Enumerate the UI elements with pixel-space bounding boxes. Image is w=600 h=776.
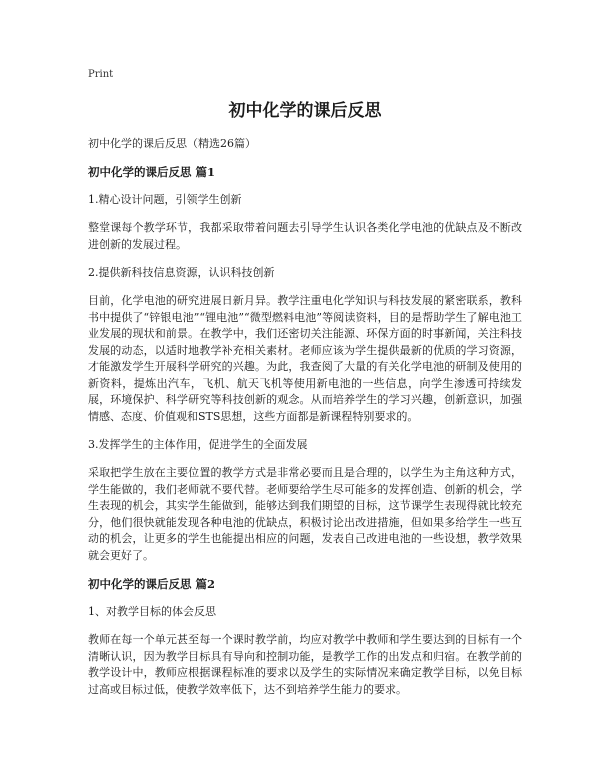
print-label[interactable]: Print: [88, 69, 114, 80]
section-2: [88, 576, 522, 698]
document-title: 初中化学的课后反思: [228, 101, 382, 121]
item-heading: 2.提供新科技信息资源，认识科技创新: [88, 266, 275, 279]
section-1: [88, 164, 522, 564]
paragraph: 教师在每一个单元甚至每一个课时教学前，均应对教学中教师和学生要达到的目标有一个清晰认识，因为教学目标具有导向和控制功能，是教学工作的出发点和归宿。在教学前的教学设计中，教师应根据课程标准的要求以及学生的实际情况来确定教学目标，以免目标过高或目标过低，使教学效率低下，达不到培养学生能力的要求。: [88, 633, 522, 696]
item-heading: 1、对教学目标的体会反思: [88, 605, 216, 618]
item-heading: 3.发挥学生的主体作用，促进学生的全面发展: [88, 438, 308, 451]
paragraph: 采取把学生放在主要位置的教学方式是非常必要而且是合理的，以学生为主角这种方式，学生能做的，我们老师就不要代替。老师要给学生尽可能多的发挥创造、创新的机会，学生表现的机会，其实学生能做到，能够达到我们期望的目标，这节课学生表现得就比较充分，他们很快就能发现各种电池的优缺点，积极讨论出改进措施，但如果多给学生一些互动的机会，让更多的学生也能提出相应的问题，发表自己改进电池的一些设想，教学效果就会更好了。: [88, 466, 522, 562]
paragraph: 整堂课每个教学环节，我都采取带着问题去引导学生认识各类化学电池的优缺点及不断改进创新的发展过程。: [88, 221, 522, 251]
document-subtitle: 初中化学的课后反思（精选26篇）: [88, 137, 256, 150]
item-heading: 1.精心设计问题，引领学生创新: [88, 193, 242, 206]
section-heading: 初中化学的课后反思 篇2: [88, 577, 216, 591]
section-heading: 初中化学的课后反思 篇1: [88, 165, 216, 179]
document-page: [88, 68, 522, 710]
paragraph: 目前，化学电池的研究进展日新月异。教学注重电化学知识与科技发展的紧密联系，教科书中提供了“锌银电池”“锂电池”“微型燃料电池”等阅读资料，目的是帮助学生了解电池工业发展的现状和前景。在教学中，我们还密切关注能源、环保方面的时事新闻，关注科技发展的动态，以适时地教学补充相关素材。老师应该为学生提供最新的优质的学习资源，才能激发学生开展科学研究的兴趣。为此，我查阅了大量的有关化学电池的研制及使用的新资料，提炼出汽车，飞机、航天飞机等使用新电池的一些信息，向学生渗透可持续发展，环境保护、科学研究等科技创新的观念。从而培养学生的学习兴趣，创新意识，加强情感、态度、价值观和STS思想，这些方面都是新课程特别要求的。: [88, 294, 522, 423]
